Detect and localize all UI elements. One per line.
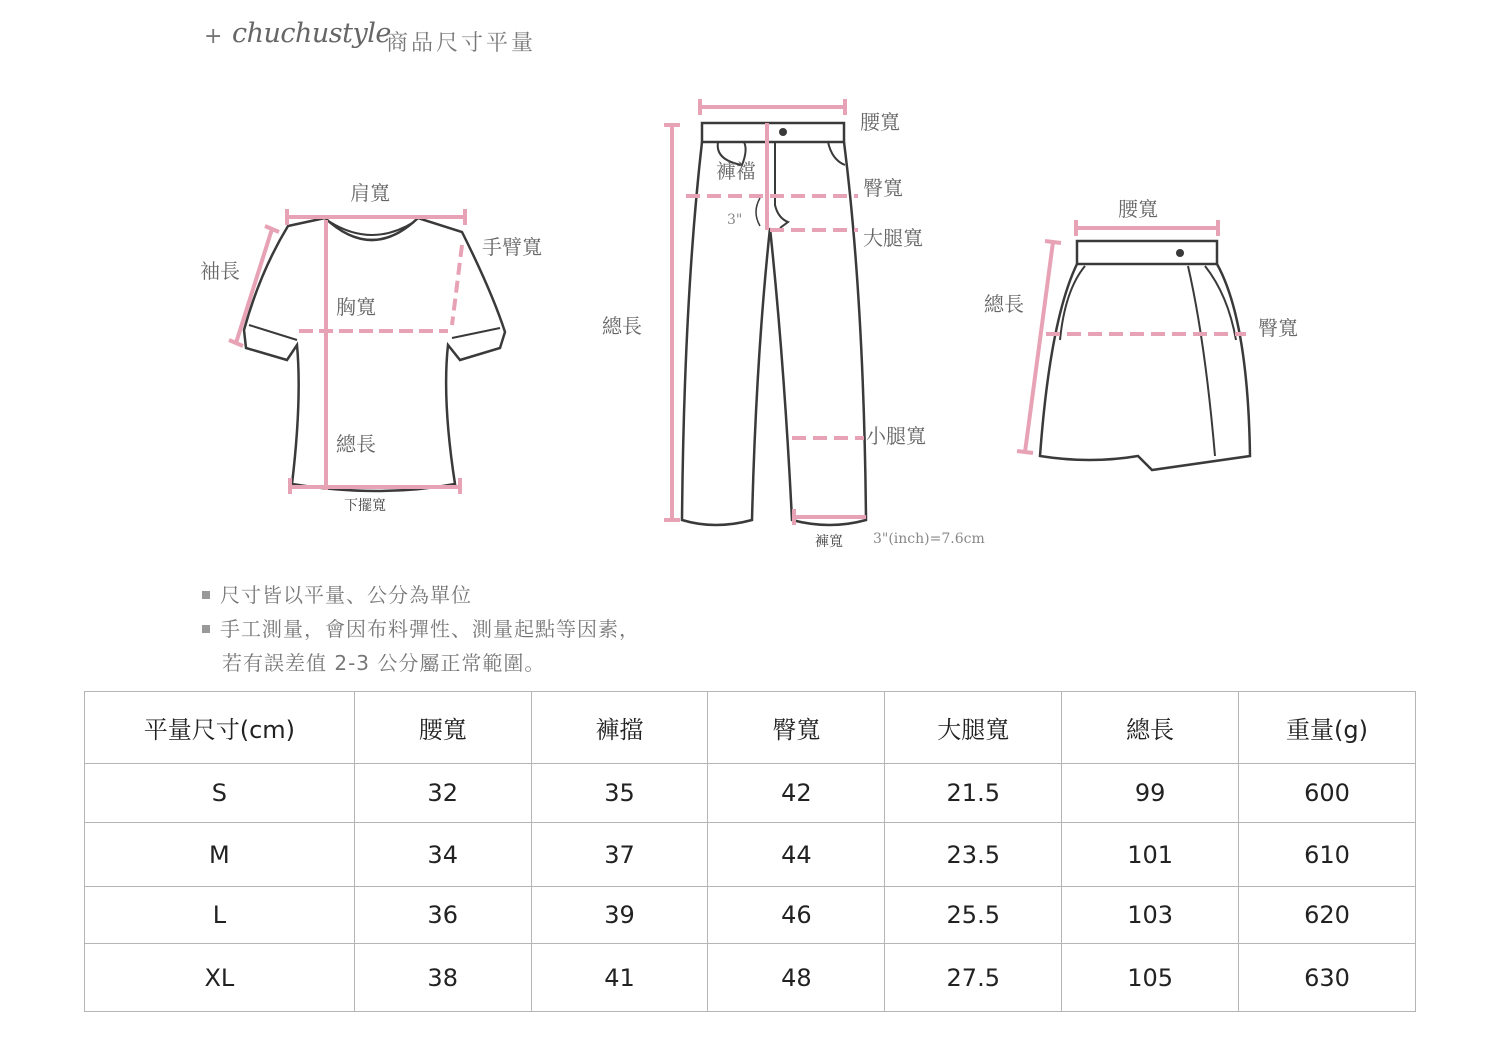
- table-cell: 630: [1239, 944, 1416, 1012]
- size-table: [84, 691, 1416, 1012]
- pants-rise-label: 褲襠: [716, 159, 756, 183]
- column-header: 褲擋: [531, 692, 708, 764]
- table-cell: 44: [708, 823, 885, 887]
- table-cell: 37: [531, 823, 708, 887]
- bullet-icon: [202, 591, 210, 599]
- table-cell: 620: [1239, 887, 1416, 944]
- brand-logo: chuchustyle: [232, 18, 391, 49]
- tshirt-chest-label: 胸寬: [336, 295, 376, 319]
- table-row: [85, 887, 1416, 944]
- measurement-notes: [202, 578, 640, 680]
- column-header: 腰寬: [354, 692, 531, 764]
- size-cell: XL: [85, 944, 355, 1012]
- table-cell: 39: [531, 887, 708, 944]
- skirt-waist-label: 腰寬: [1118, 197, 1158, 221]
- skirt-length-label: 總長: [984, 292, 1024, 316]
- pants-hip-label: 臀寬: [863, 176, 903, 200]
- column-header: 平量尺寸(cm): [85, 692, 355, 764]
- table-cell: 35: [531, 764, 708, 823]
- tshirt-shoulder-label: 肩寬: [350, 181, 390, 205]
- tshirt-length-label: 總長: [336, 432, 376, 456]
- table-row: [85, 944, 1416, 1012]
- skirt-outline: [1040, 264, 1250, 470]
- table-row: [85, 823, 1416, 887]
- skirt-hip-label: 臀寬: [1258, 316, 1298, 340]
- bullet-icon: [202, 625, 210, 633]
- note-line: [202, 612, 640, 646]
- table-cell: 101: [1062, 823, 1239, 887]
- note-text: 若有誤差值 2-3 公分屬正常範圍。: [222, 651, 546, 675]
- table-cell: 21.5: [885, 764, 1062, 823]
- pants-leg-opening-label: 褲寬: [815, 534, 843, 550]
- table-cell: 23.5: [885, 823, 1062, 887]
- table-cell: 103: [1062, 887, 1239, 944]
- table-cell: 32: [354, 764, 531, 823]
- pants-inch-note: 3"(inch)=7.6cm: [873, 531, 985, 547]
- tshirt-arm-label: 手臂寬: [482, 235, 542, 259]
- table-cell: 600: [1239, 764, 1416, 823]
- pants-calf-label: 小腿寬: [866, 424, 926, 448]
- tshirt-hem-label: 下擺寬: [344, 498, 386, 514]
- table-cell: 610: [1239, 823, 1416, 887]
- table-cell: 36: [354, 887, 531, 944]
- header-plus: +: [204, 24, 223, 49]
- size-cell: M: [85, 823, 355, 887]
- table-header-row: [85, 692, 1416, 764]
- note-text: 手工測量，會因布料彈性、測量起點等因素，: [220, 617, 640, 641]
- table-cell: 99: [1062, 764, 1239, 823]
- tshirt-figure: [200, 181, 542, 514]
- table-cell: 25.5: [885, 887, 1062, 944]
- size-cell: L: [85, 887, 355, 944]
- column-header: 大腿寬: [885, 692, 1062, 764]
- table-cell: 42: [708, 764, 885, 823]
- table-cell: 46: [708, 887, 885, 944]
- pants-figure: [602, 99, 985, 550]
- note-line: [202, 578, 640, 612]
- table-cell: 34: [354, 823, 531, 887]
- column-header: 臀寬: [708, 692, 885, 764]
- table-cell: 27.5: [885, 944, 1062, 1012]
- size-cell: S: [85, 764, 355, 823]
- column-header: 總長: [1062, 692, 1239, 764]
- table-cell: 48: [708, 944, 885, 1012]
- table-cell: 105: [1062, 944, 1239, 1012]
- table-cell: 38: [354, 944, 531, 1012]
- page-title: 商品尺寸平量: [386, 31, 537, 56]
- pants-waist-label: 腰寬: [860, 110, 900, 134]
- tshirt-sleeve-label: 袖長: [200, 259, 240, 283]
- column-header: 重量(g): [1239, 692, 1416, 764]
- skirt-figure: [984, 197, 1298, 470]
- pants-rise-offset-label: 3": [727, 212, 743, 228]
- table-cell: 41: [531, 944, 708, 1012]
- pants-length-label: 總長: [602, 314, 642, 338]
- note-text: 尺寸皆以平量、公分為單位: [220, 583, 472, 607]
- table-row: [85, 764, 1416, 823]
- pants-thigh-label: 大腿寬: [863, 226, 923, 250]
